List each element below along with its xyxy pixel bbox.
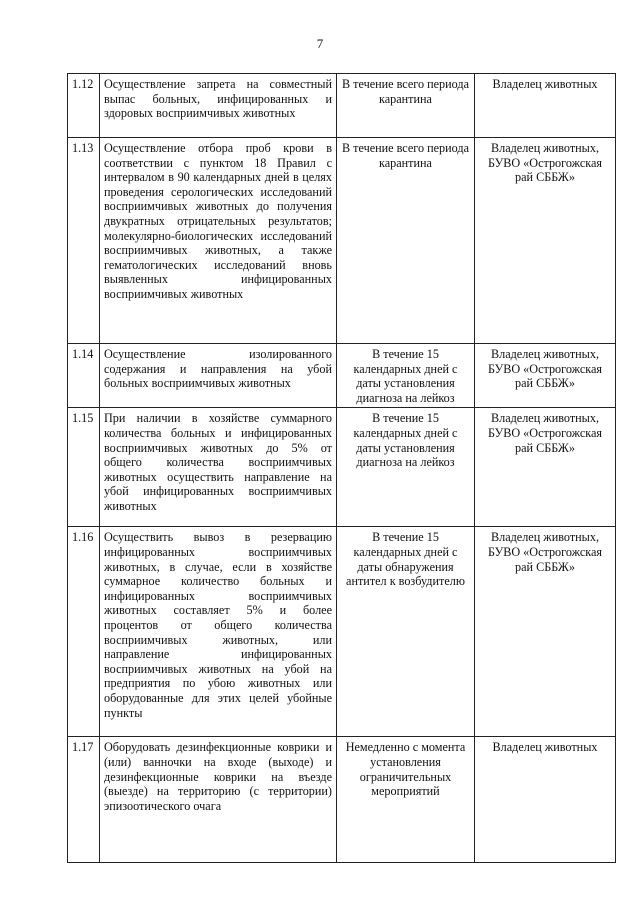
row-action: Осуществление изолированного содержания и направления на убой больных восприимчивых животных xyxy=(100,344,337,408)
row-responsible: Владелец животных, БУВО «Острогожская рай СББЖ» xyxy=(475,344,616,408)
row-term: В течение 15 календарных дней с даты установления диагноза на лейкоз xyxy=(337,344,475,408)
table-row xyxy=(68,74,616,138)
page-number: 7 xyxy=(316,36,324,51)
row-action: Оборудовать дезинфекционные коврики и (или) ванночки на входе (выходе) и дезинфекционные коврики на въезде (выезде) на территорию (с территории) эпизоотического очага xyxy=(100,737,337,863)
row-number: 1.12 xyxy=(68,74,100,138)
row-action: При наличии в хозяйстве суммарного количества больных и инфицированных восприимчивых животных до 5% от общего количества восприимчивых животных осуществить направление на убой инфицированных восприимчивых животных xyxy=(100,408,337,527)
row-number: 1.16 xyxy=(68,527,100,737)
table-row xyxy=(68,408,616,527)
row-responsible: Владелец животных, БУВО «Острогожская рай СББЖ» xyxy=(475,527,616,737)
row-number: 1.17 xyxy=(68,737,100,863)
row-term: В течение всего периода карантина xyxy=(337,138,475,344)
row-action: Осуществление запрета на совместный выпас больных, инфицированных и здоровых восприимчивых животных xyxy=(100,74,337,138)
row-number: 1.14 xyxy=(68,344,100,408)
row-number: 1.13 xyxy=(68,138,100,344)
row-action: Осуществить вывоз в резервацию инфицированных восприимчивых животных, в случае, если в хозяйстве суммарное количество больных и инфицированных восприимчивых животных составляет 5% и более процентов от общего количества восприимчивых животных, или направление инфицированных восприимчивых животных на убой на предприятия по убою животных или оборудованные для этих целей убойные пункты xyxy=(100,527,337,737)
measures-table xyxy=(67,73,616,863)
row-term: В течение 15 календарных дней с даты установления диагноза на лейкоз xyxy=(337,408,475,527)
row-term: В течение всего периода карантина xyxy=(337,74,475,138)
table-row xyxy=(68,344,616,408)
row-number: 1.15 xyxy=(68,408,100,527)
row-responsible: Владелец животных xyxy=(475,74,616,138)
row-responsible: Владелец животных, БУВО «Острогожская рай СББЖ» xyxy=(475,138,616,344)
row-responsible: Владелец животных xyxy=(475,737,616,863)
table-row xyxy=(68,527,616,737)
table-row xyxy=(68,138,616,344)
row-responsible: Владелец животных, БУВО «Острогожская рай СББЖ» xyxy=(475,408,616,527)
table-row xyxy=(68,737,616,863)
row-term: Немедленно с момента установления ограничительных мероприятий xyxy=(337,737,475,863)
row-term: В течение 15 календарных дней с даты обнаружения антител к возбудителю xyxy=(337,527,475,737)
row-action: Осуществление отбора проб крови в соответствии с пунктом 18 Правил с интервалом в 90 календарных дней в целях проведения серологических исследований восприимчивых животных до получения двукратных отрицательных результатов; молекулярно-биологических исследований восприимчивых животных, а также гематологических исследований вновь выявленных инфицированных восприимчивых животных xyxy=(100,138,337,344)
